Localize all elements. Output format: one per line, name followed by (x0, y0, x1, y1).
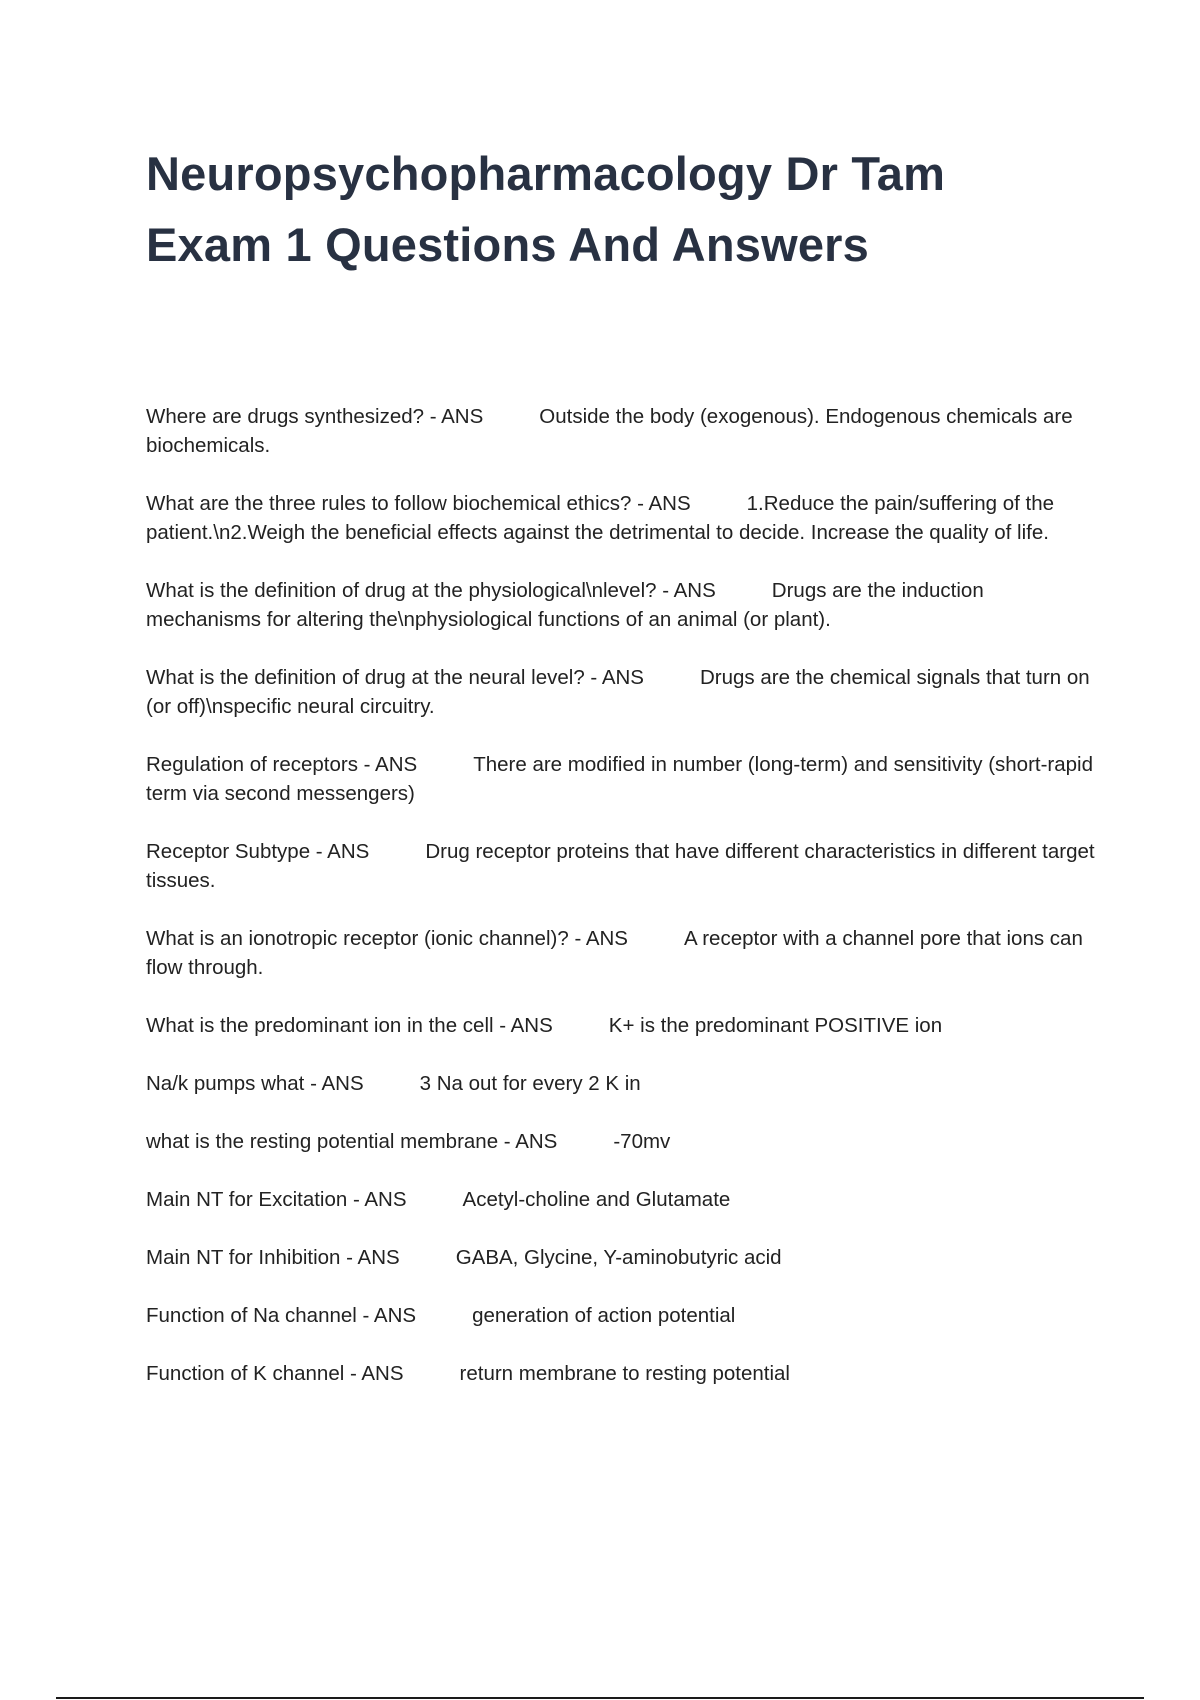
qa-item (146, 750, 1096, 808)
qa-item (146, 1185, 1096, 1214)
answer-text: return membrane to resting potential (459, 1362, 790, 1385)
answer-text: -70mv (613, 1130, 671, 1153)
question-text: Main NT for Excitation - ANS (146, 1188, 407, 1211)
answer-text: A receptor with a channel pore that ions can flow through. (146, 927, 1083, 979)
qa-item (146, 924, 1096, 982)
question-text: Where are drugs synthesized? - ANS (146, 405, 484, 428)
footer-divider (56, 1697, 1144, 1699)
qa-list (146, 402, 1096, 1417)
qa-item (146, 663, 1096, 721)
question-text: Receptor Subtype - ANS (146, 840, 370, 863)
answer-text: GABA, Glycine, Y-aminobutyric acid (455, 1246, 782, 1269)
qa-item (146, 1011, 1096, 1040)
question-text: What is the predominant ion in the cell - ANS (146, 1014, 553, 1037)
qa-item (146, 1243, 1096, 1272)
answer-text: 1.Reduce the pain/suffering of the patient.\n2.Weigh the beneficial effects against the detrimental to decide. Increase the quality of life. (146, 492, 1054, 544)
question-text: Function of Na channel - ANS (146, 1304, 417, 1327)
title-line-2: Exam 1 Questions And Answers (146, 218, 869, 271)
question-text: Na/k pumps what - ANS (146, 1072, 364, 1095)
qa-item (146, 576, 1096, 634)
answer-text: K+ is the predominant POSITIVE ion (608, 1014, 943, 1037)
answer-text: Drugs are the induction mechanisms for altering the\nphysiological functions of an animal (or plant). (146, 579, 984, 631)
answer-text: Outside the body (exogenous). Endogenous chemicals are biochemicals. (146, 405, 1073, 457)
question-text: Regulation of receptors - ANS (146, 753, 418, 776)
answer-text: 3 Na out for every 2 K in (419, 1072, 641, 1095)
qa-item (146, 402, 1096, 460)
qa-item (146, 1127, 1096, 1156)
title-line-1: Neuropsychopharmacology Dr Tam (146, 147, 946, 200)
answer-text: There are modified in number (long-term) and sensitivity (short-rapid term via second messengers) (146, 753, 1094, 805)
question-text: Function of K channel - ANS (146, 1362, 404, 1385)
document-title (146, 138, 1106, 280)
answer-text: Drugs are the chemical signals that turn on (or off)\nspecific neural circuitry. (146, 666, 1090, 718)
qa-item (146, 837, 1096, 895)
qa-item (146, 1301, 1096, 1330)
qa-item (146, 1359, 1096, 1388)
answer-text: Acetyl-choline and Glutamate (462, 1188, 731, 1211)
question-text: Main NT for Inhibition - ANS (146, 1246, 400, 1269)
answer-text: generation of action potential (472, 1304, 736, 1327)
question-text: What are the three rules to follow biochemical ethics? - ANS (146, 492, 691, 515)
question-text: what is the resting potential membrane - ANS (146, 1130, 558, 1153)
qa-item (146, 1069, 1096, 1098)
question-text: What is the definition of drug at the physiological\nlevel? - ANS (146, 579, 716, 602)
answer-text: Drug receptor proteins that have different characteristics in different target tissues. (146, 840, 1095, 892)
question-text: What is the definition of drug at the neural level? - ANS (146, 666, 644, 689)
question-text: What is an ionotropic receptor (ionic channel)? - ANS (146, 927, 628, 950)
qa-item (146, 489, 1096, 547)
